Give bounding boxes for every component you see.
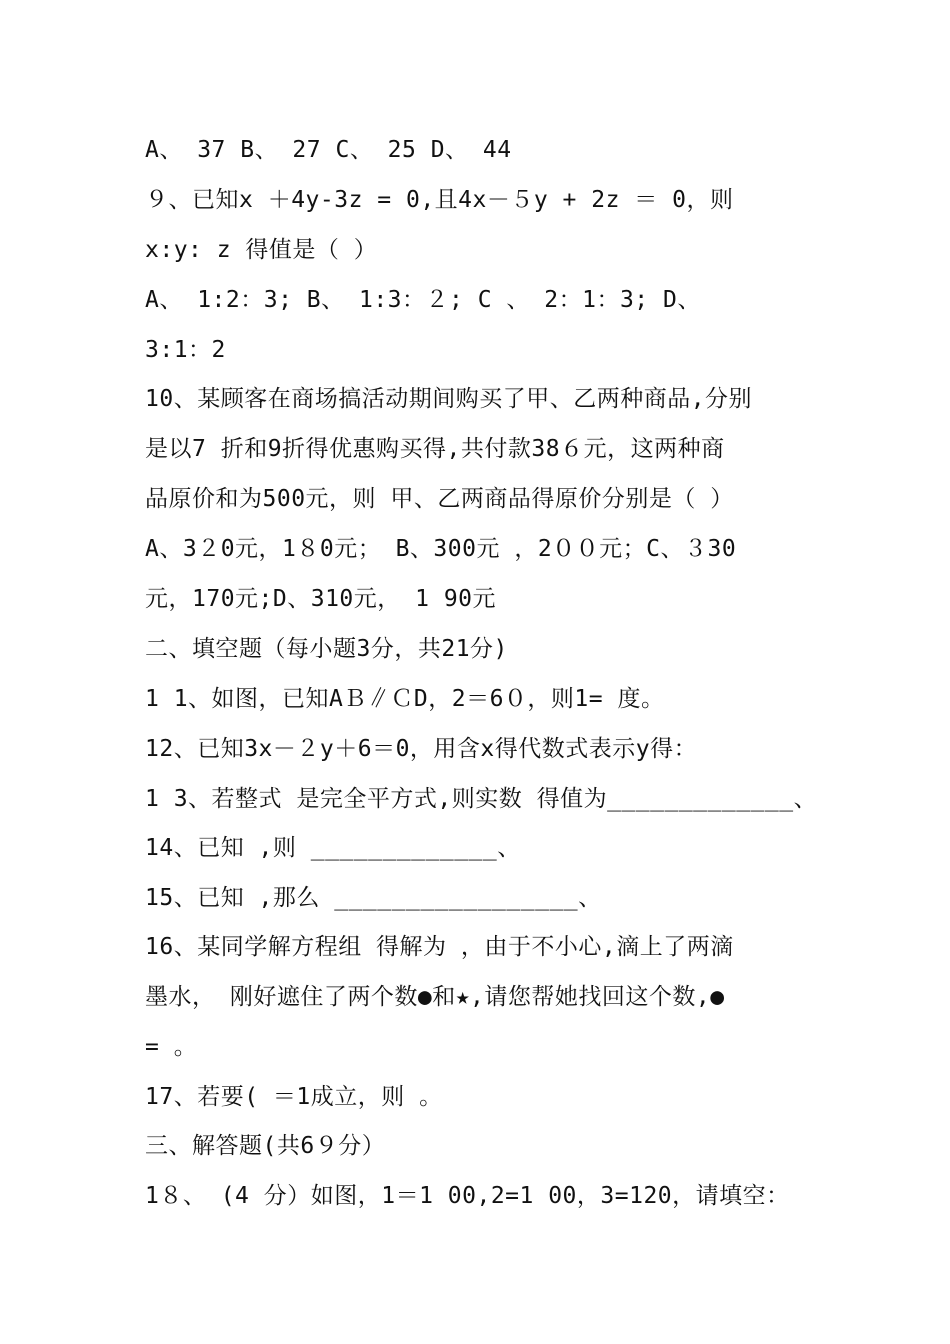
text-line: A、3２0元，1８0元； B、300元 ，2００元；C、３30 — [145, 536, 737, 562]
text-line: 元，170元;D、310元， 1 90元 — [145, 586, 497, 612]
section-heading: 三、解答题(共6９分） — [145, 1133, 386, 1159]
text-line: 1 1、如图，已知AＢ∥ＣD，2＝6０，则1= 度。 — [145, 686, 665, 712]
text-line: 3:1：2 — [145, 337, 226, 363]
text-line: ９、已知x ＋4y-3z = 0,且4x－５y + 2z ＝ 0，则 — [145, 187, 734, 213]
text-line: x:y: z 得值是（ ） — [145, 237, 378, 263]
text-line: A、 37 B、 27 C、 25 D、 44 — [145, 137, 512, 163]
text-line: 品原价和为500元，则 甲、乙两商品得原价分别是（ ） — [145, 486, 734, 512]
text-line: 1８、 (4 分）如图，1＝1 00,2=1 00，3=120，请填空： — [145, 1183, 790, 1209]
text-line: = 。 — [145, 1034, 198, 1060]
text-line: 10、某顾客在商场搞活动期间购买了甲、乙两种商品,分别 — [145, 386, 753, 412]
text-line: 15、已知 ,那么 _________________、 — [145, 885, 602, 911]
text-line: 17、若要( ＝1成立，则 。 — [145, 1084, 443, 1110]
text-line: 1 3、若整式 是完全平方式,则实数 得值为_____________、 — [145, 786, 818, 812]
text-line: A、 1:2：3; B、 1:3：２; C 、 2：1：3; D、 — [145, 287, 701, 313]
text-line: 12、已知3x－２y＋6＝0，用含x得代数式表示y得： — [145, 736, 698, 762]
text-line: 墨水， 刚好遮住了两个数●和★,请您帮她找回这个数,● — [145, 984, 725, 1010]
text-line: 是以7 折和9折得优惠购买得,共付款38６元，这两种商 — [145, 436, 725, 462]
text-line: 14、已知 ,则 _____________、 — [145, 835, 521, 861]
text-line: 16、某同学解方程组 得解为 ，由于不小心,滴上了两滴 — [145, 934, 734, 960]
section-heading: 二、填空题（每小题3分，共21分) — [145, 636, 508, 662]
